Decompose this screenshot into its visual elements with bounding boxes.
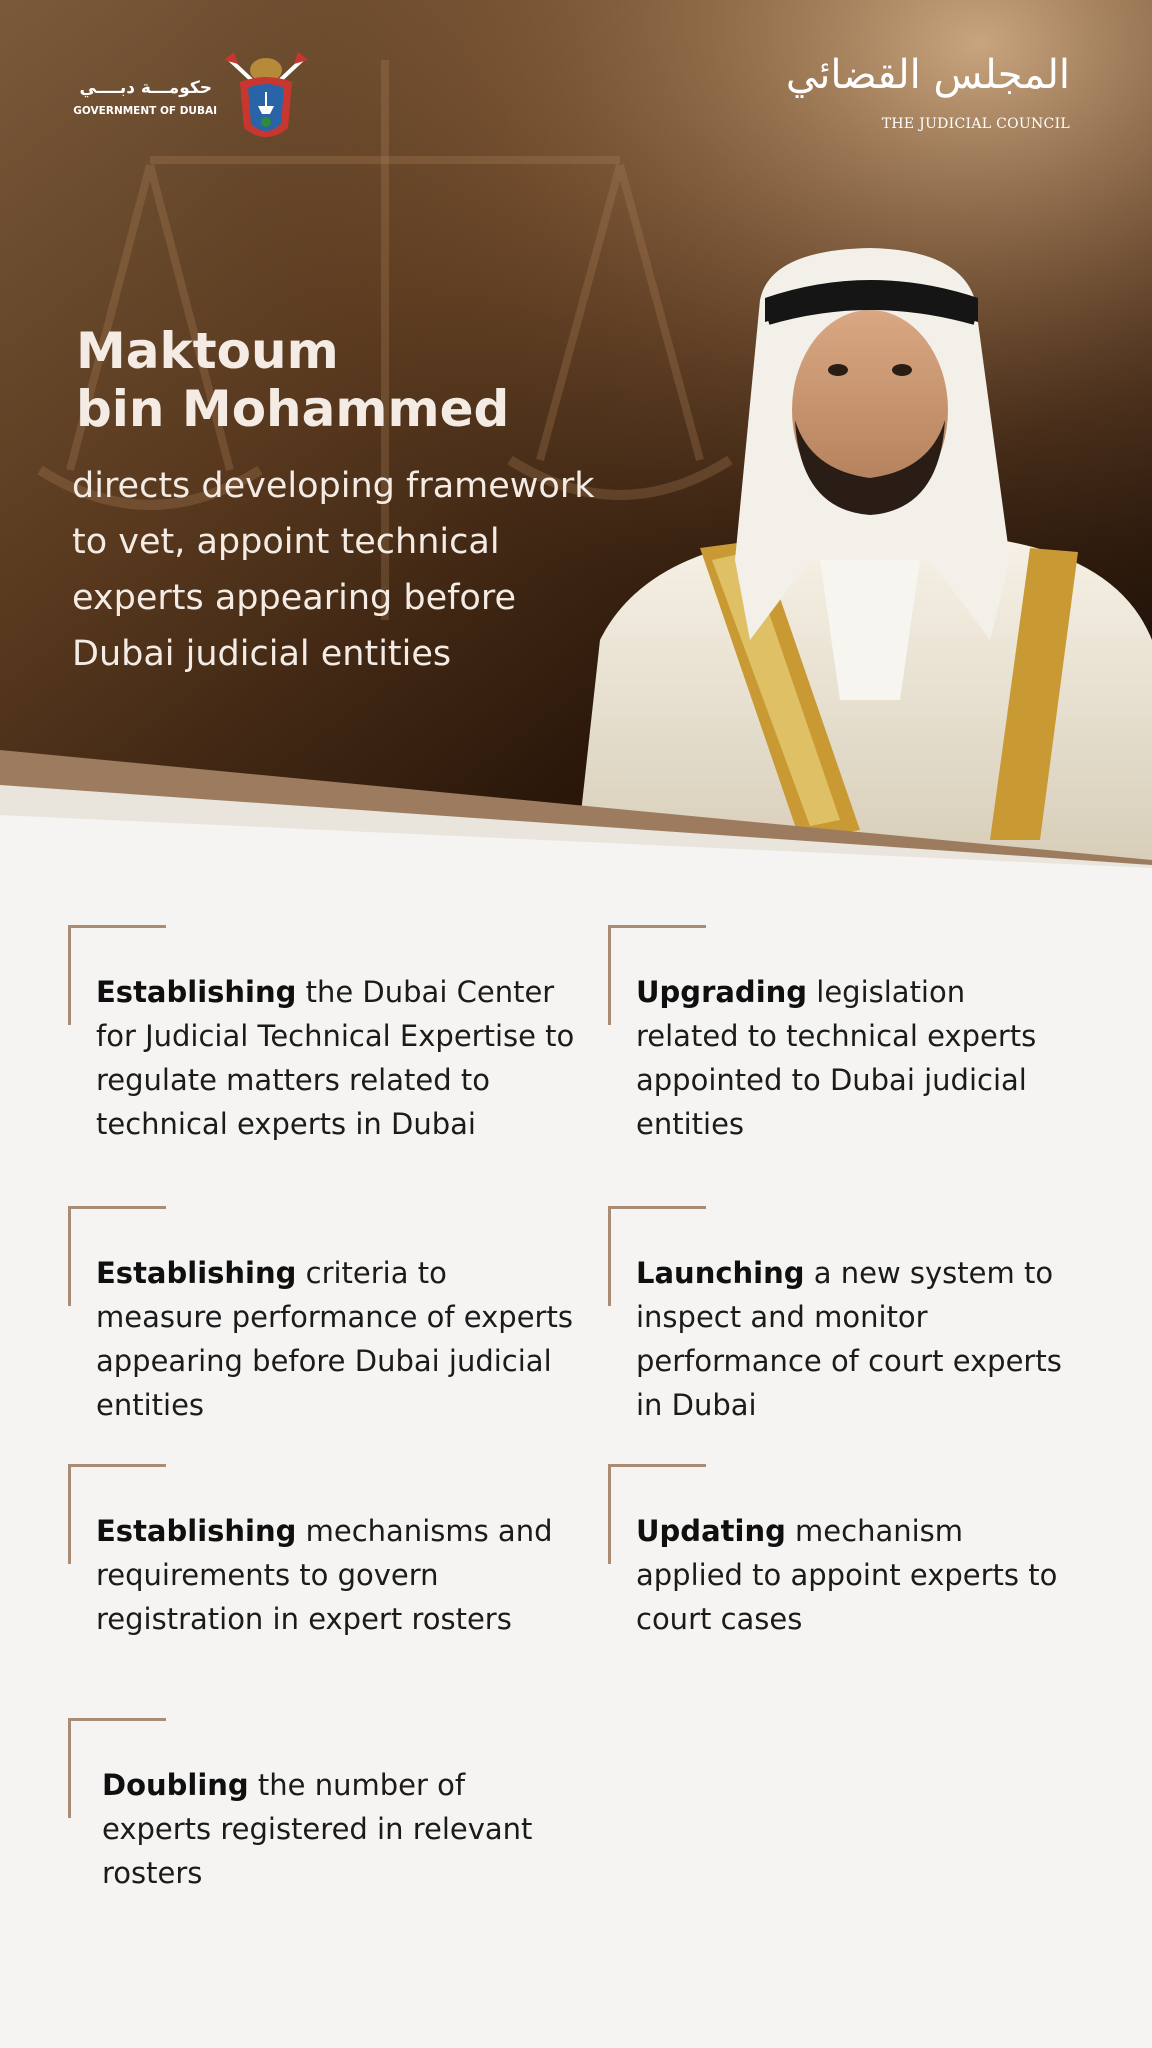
list-item (636, 1251, 1076, 1427)
item-rest: a new system to inspect and monitor performance of court experts in Dubai (636, 1256, 1062, 1422)
corner-bracket (608, 1464, 706, 1564)
page-subtitle (72, 458, 672, 682)
list-item (636, 970, 1076, 1146)
corner-bracket (68, 1464, 166, 1564)
corner-bracket (68, 1718, 166, 1818)
dubai-emblem-icon (218, 48, 314, 148)
item-text (96, 1509, 576, 1641)
item-bold: Upgrading (636, 975, 808, 1009)
government-of-dubai-logo (72, 48, 332, 158)
page-title (76, 322, 509, 438)
item-text (102, 1763, 542, 1895)
item-rest: mechanism applied to appoint experts to court cases (636, 1514, 1058, 1636)
item-bold: Establishing (96, 1514, 297, 1548)
corner-bracket (68, 925, 166, 1025)
title-line-2: bin Mohammed (76, 380, 510, 438)
item-bold: Launching (636, 1256, 805, 1290)
title-line-1: Maktoum (76, 322, 339, 380)
list-item (96, 970, 576, 1146)
item-bold: Establishing (96, 1256, 297, 1290)
item-bold: Establishing (96, 975, 297, 1009)
subtitle-line-3: experts appearing before (72, 578, 516, 618)
gov-logo-arabic: حكومـــة دبــــي (79, 78, 212, 98)
item-rest: criteria to measure performance of experts appearing before Dubai judicial entities (96, 1256, 573, 1422)
item-rest: mechanisms and requirements to govern registration in expert rosters (96, 1514, 553, 1636)
corner-bracket (608, 925, 706, 1025)
list-item (96, 1251, 576, 1427)
gov-logo-english: GOVERNMENT OF DUBAI (73, 105, 217, 117)
subtitle-line-4: Dubai judicial entities (72, 634, 452, 674)
item-bold: Doubling (102, 1768, 249, 1802)
list-item (102, 1763, 542, 1895)
item-rest: the Dubai Center for Judicial Technical Expertise to regulate matters related to technical experts in Dubai (96, 975, 575, 1141)
council-logo-arabic: المجلس القضائي (785, 52, 1070, 98)
list-item (636, 1509, 1076, 1641)
item-text (96, 970, 576, 1146)
subtitle-line-2: to vet, appoint technical (72, 522, 500, 562)
subtitle-line-1: directs developing framework (72, 466, 595, 506)
item-bold: Updating (636, 1514, 786, 1548)
corner-bracket (68, 1206, 166, 1306)
item-rest: the number of experts registered in relevant rosters (102, 1768, 533, 1890)
council-logo-english: THE JUDICIAL COUNCIL (881, 116, 1070, 132)
item-text (96, 1251, 576, 1427)
corner-bracket (608, 1206, 706, 1306)
hero-banner (0, 0, 1152, 870)
list-item (96, 1509, 576, 1641)
judicial-council-logo (785, 52, 1070, 142)
item-rest: legislation related to technical experts appointed to Dubai judicial entities (636, 975, 1037, 1141)
